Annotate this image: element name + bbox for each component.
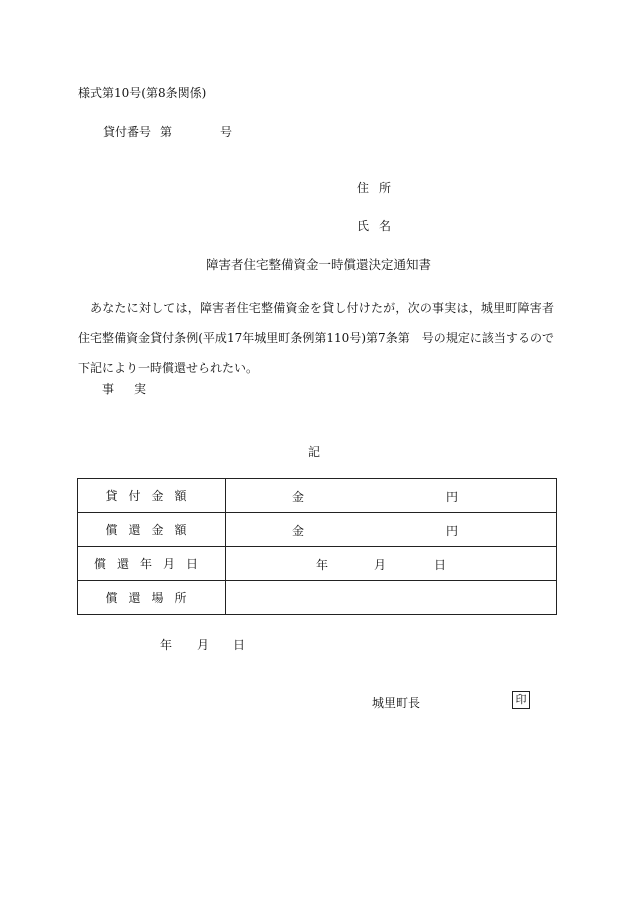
body-paragraph: あなたに対しては，障害者住宅整備資金を貸し付けたが，次の事実は，城里町障害者住宅整備資金貸付条例(平成17年城里町条例第110号)第7条第 号の規定に該当するので下記により一時償還せられたい。 [78, 301, 554, 375]
loan-number-go: 号 [220, 125, 233, 139]
repay-date-value [226, 547, 557, 581]
repay-place-label: 償還場所 [78, 581, 226, 615]
loan-number-line [103, 123, 233, 140]
repay-date-label: 償還年月日 [78, 547, 226, 581]
loan-number-label: 貸付番号 [103, 125, 152, 139]
repay-amount-value [226, 513, 557, 547]
repay-amount-yen: 円 [446, 524, 459, 538]
record-table [77, 478, 557, 615]
seal-mark: 印 [512, 691, 530, 709]
document-title: 障害者住宅整備資金一時償還決定通知書 [206, 257, 432, 272]
issue-date-day: 日 [233, 638, 246, 652]
issue-date-year: 年 [160, 638, 173, 652]
repay-amount-kin: 金 [292, 524, 305, 538]
table-row-repay-date [78, 547, 557, 581]
loan-amount-kin: 金 [292, 490, 305, 504]
issue-date-month: 月 [197, 638, 210, 652]
table-row-repay-place [78, 581, 557, 615]
ki-heading: 記 [308, 445, 321, 459]
loan-amount-yen: 円 [446, 490, 459, 504]
loan-amount-label: 貸付金額 [78, 479, 226, 513]
fact-label: 事実 [102, 382, 167, 396]
repay-date-year: 年 [316, 558, 329, 572]
repay-date-day: 日 [434, 558, 447, 572]
repay-amount-label: 償還金額 [78, 513, 226, 547]
loan-amount-value [226, 479, 557, 513]
form-number: 様式第10号(第8条関係) [78, 86, 207, 100]
address-label: 住所 [357, 181, 402, 195]
name-label: 氏名 [357, 219, 402, 233]
table-row-loan-amount [78, 479, 557, 513]
repay-place-value [226, 581, 557, 615]
mayor-title: 城里町長 [372, 696, 421, 710]
table-row-repay-amount [78, 513, 557, 547]
repay-date-month: 月 [374, 558, 387, 572]
loan-number-dai: 第 [160, 125, 173, 139]
